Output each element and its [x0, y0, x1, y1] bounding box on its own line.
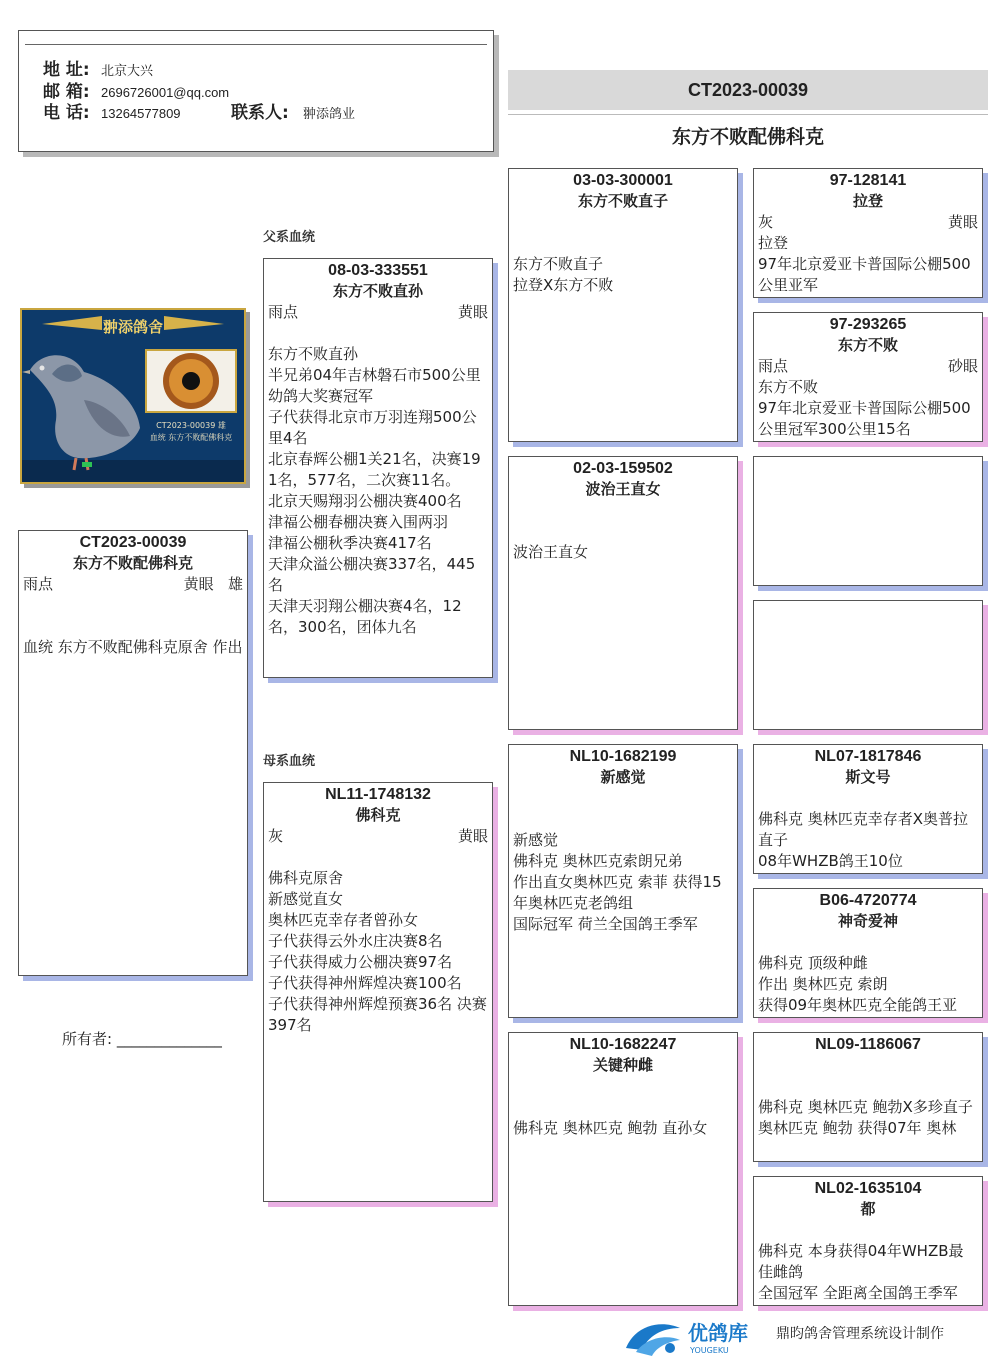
- sire-traits: [264, 302, 492, 323]
- contact-box: [18, 30, 494, 152]
- subject-color: 雨点: [23, 575, 54, 593]
- dss-name: 斯文号: [845, 768, 891, 786]
- footer-credit: 鼎昀鸽舍管理系统设计制作: [776, 1326, 944, 1342]
- ddd-notes: 佛科克 本身获得04年WHZB最佳雌鸽 全国冠军 全距离全国鸽王季军: [758, 1242, 964, 1302]
- dsd-name: 神奇爱神: [837, 912, 898, 930]
- dam-traits: [264, 826, 492, 847]
- sire-dam-notes: 波治王直女: [513, 543, 589, 561]
- address-label: 地 址:: [43, 60, 90, 80]
- subject-traits: [19, 574, 247, 595]
- dam-eye: 黄眼: [457, 827, 488, 845]
- photo-caption-ring: CT2023-00039 雄: [156, 421, 226, 430]
- dds-ring: NL09-1186067: [815, 1036, 921, 1053]
- phone-value: 13264577809: [101, 106, 181, 121]
- sire-sire-card: [508, 168, 738, 442]
- sire-eye: 黄眼: [457, 303, 488, 321]
- owner-blank: ______________: [116, 1030, 222, 1048]
- ssd-card: [753, 312, 983, 442]
- ddd-card: [753, 1176, 983, 1306]
- pigeon-photo-svg: [22, 310, 244, 482]
- sire-notes: 东方不败直孙 半兄弟04年吉林磐石市500公里幼鸽大奖赛冠军 子代获得北京市万羽连翔500公里4名 北京春辉公棚1关21名，决赛191名，577名，二次赛11名。 北京天赐翔羽公棚决赛400名 津福公棚春棚决赛入围两羽 津福公棚秋季决赛417名 天津众溢公棚决赛337名，445名 天津天羽翔公棚决赛4名，12名，300名，团体九名: [268, 345, 481, 636]
- dam-sire-name: 新感觉: [600, 768, 646, 786]
- subject-sex: 雄: [227, 575, 243, 593]
- contact-top-divider: [25, 44, 487, 45]
- subject-notes: 血统 东方不败配佛科克原舍 作出: [23, 638, 243, 656]
- ssd-notes: 东方不败 97年北京爱亚卡普国际公棚500公里冠军300公里15名: [758, 378, 971, 438]
- dam-sire-ring: NL10-1682199: [569, 748, 677, 765]
- email-value: 2696726001@qq.com: [101, 85, 230, 100]
- pedigree-name-title: 东方不败配佛科克: [671, 126, 824, 148]
- sss-color: 灰: [758, 213, 774, 231]
- subject-name: 东方不败配佛科克: [72, 554, 193, 572]
- photo-banner-text: 翀添鸽舍: [102, 318, 164, 336]
- dam-ring: NL11-1748132: [325, 786, 431, 803]
- ssd-ring: 97-293265: [829, 316, 907, 333]
- dam-card: [263, 782, 493, 1202]
- photo-caption-text: 血统 东方不败配佛科克: [149, 433, 233, 442]
- phone-label: 电 话:: [43, 103, 90, 123]
- dss-notes: 佛科克 奥林匹克幸存者X奥普拉直子 08年WHZB鸽王10位: [758, 810, 969, 870]
- contact-person-value: 翀添鸽业: [303, 106, 356, 121]
- ssd-eye: 砂眼: [947, 357, 978, 375]
- sss-card: [753, 168, 983, 298]
- email-label: 邮 箱:: [43, 82, 90, 102]
- subject-eye: 黄眼: [183, 575, 214, 593]
- dam-dam-card: [508, 1032, 738, 1306]
- phone-line: [43, 98, 355, 123]
- sire-line-label: 父系血统: [263, 230, 316, 245]
- owner-line: [62, 1028, 222, 1049]
- dam-dam-name: 关键种雌: [592, 1056, 653, 1074]
- owner-label: 所有者:: [62, 1030, 113, 1048]
- dsd-ring: B06-4720774: [819, 892, 917, 909]
- pigeon-photo: [20, 308, 246, 484]
- dam-notes: 佛科克原舍 新感觉直女 奥林匹克幸存者曾孙女 子代获得云外水庄决赛8名 子代获得威力公棚决赛97名 子代获得神州辉煌决赛100名 子代获得神州辉煌预赛36名 决赛397名: [268, 869, 487, 1034]
- sss-eye: 黄眼: [947, 213, 978, 231]
- sss-ring: 97-128141: [829, 172, 907, 189]
- dam-sire-notes: 新感觉 佛科克 奥林匹克索朗兄弟 作出直女奥林匹克 索菲 获得15年奥林匹克老鸽组 国际冠军 荷兰全国鸽王季军: [513, 831, 722, 933]
- ddd-name: 都: [860, 1200, 876, 1218]
- sss-notes: 拉登 97年北京爱亚卡普国际公棚500公里亚军: [758, 234, 971, 294]
- sire-dam-name: 波治王直女: [585, 480, 661, 498]
- yougeku-logo-icon: [622, 1318, 772, 1358]
- dds-name: [754, 1055, 982, 1076]
- ssd-name: 东方不败: [837, 336, 898, 354]
- address-value: 北京大兴: [101, 63, 154, 78]
- dam-dam-ring: NL10-1682247: [569, 1036, 677, 1053]
- dam-sire-card: [508, 744, 738, 1018]
- dam-dam-notes: 佛科克 奥林匹克 鲍勃 直孙女: [513, 1119, 708, 1137]
- dds-card: [753, 1032, 983, 1162]
- footer-logo: [622, 1318, 772, 1362]
- sss-name: 拉登: [852, 192, 883, 210]
- contact-person-label: 联系人:: [231, 103, 289, 123]
- subject-ring: CT2023-00039: [79, 534, 187, 551]
- sire-sire-name: 东方不败直子: [577, 192, 668, 210]
- logo-text: 优鸽库: [688, 1321, 748, 1345]
- sdd-card-empty: [753, 600, 983, 730]
- sire-dam-card: [508, 456, 738, 730]
- dsd-card: [753, 888, 983, 1018]
- dss-card: [753, 744, 983, 874]
- logo-subtext: YOUGEKU: [690, 1346, 729, 1355]
- ssd-color: 雨点: [758, 357, 789, 375]
- dss-ring: NL07-1817846: [814, 748, 922, 765]
- sds-card-empty: [753, 456, 983, 586]
- sss-traits: [754, 212, 982, 233]
- dam-line-label: 母系血统: [263, 754, 316, 769]
- pedigree-ring-title: CT2023-00039: [508, 70, 988, 110]
- sire-card: [263, 258, 493, 678]
- title-divider: [508, 114, 988, 115]
- dam-color: 灰: [268, 827, 284, 845]
- sire-name: 东方不败直孙: [332, 282, 423, 300]
- ssd-traits: [754, 356, 982, 377]
- sire-color: 雨点: [268, 303, 299, 321]
- dsd-notes: 佛科克 顶级种雌 作出 奥林匹克 索朗 获得09年奥林匹克全能鸽王亚: [758, 954, 958, 1014]
- ddd-ring: NL02-1635104: [814, 1180, 922, 1197]
- subject-card: [18, 530, 248, 976]
- sire-sire-notes: 东方不败直子 拉登X东方不败: [513, 255, 614, 294]
- sire-sire-ring: 03-03-300001: [573, 172, 673, 189]
- dam-name: 佛科克: [355, 806, 401, 824]
- dds-notes: 佛科克 奥林匹克 鲍勃X多珍直子 奥林匹克 鲍勃 获得07年 奥林: [758, 1098, 973, 1137]
- sire-ring: 08-03-333551: [328, 262, 428, 279]
- sire-dam-ring: 02-03-159502: [573, 460, 673, 477]
